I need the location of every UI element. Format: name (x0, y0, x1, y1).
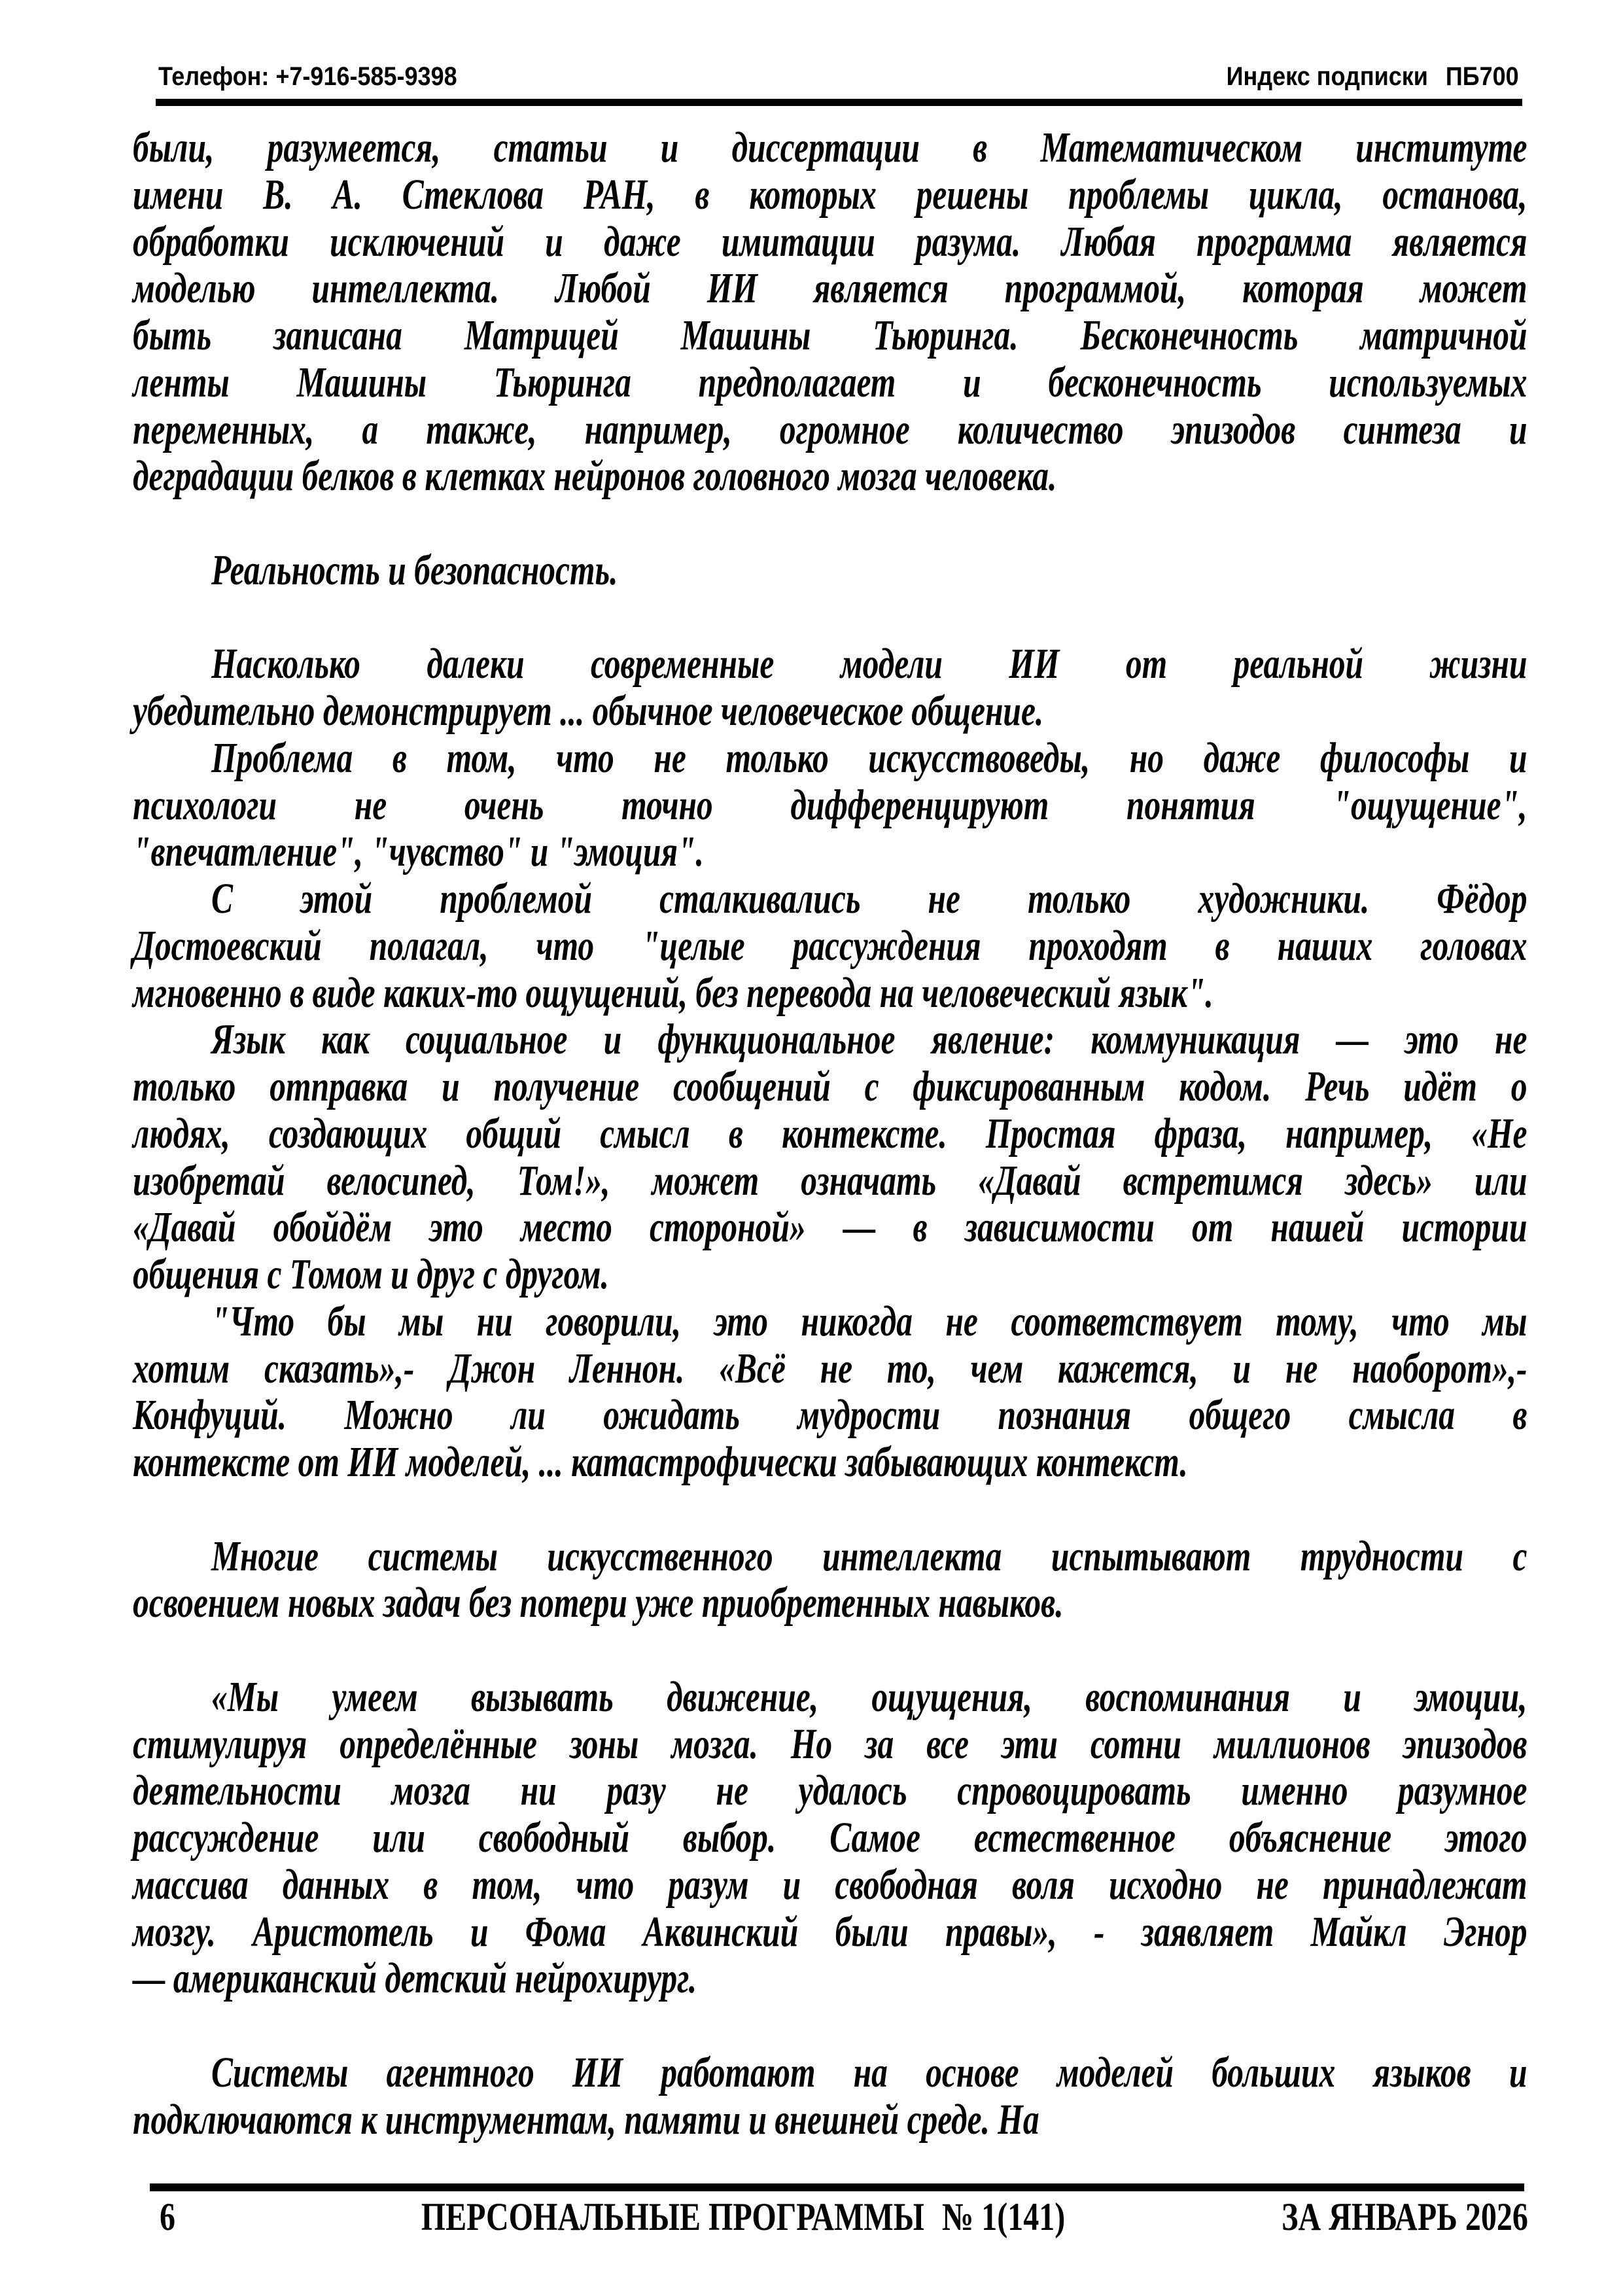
header-subscription (1227, 62, 1519, 92)
body-text (133, 124, 1527, 2143)
text-line: хотим сказать»,- Джон Леннон. «Всё не то, чем кажется, и не наоборот»,- (133, 1344, 1527, 1392)
text-line: Многие системы искусственного интеллекта испытывают трудности с (211, 1532, 1527, 1580)
issue-date: ЗА ЯНВАРЬ 2026 (1282, 2195, 1528, 2238)
header-rule (156, 99, 1522, 106)
text-line: психологи не очень точно дифференцируют понятия "ощущение", (133, 781, 1527, 829)
text-line: Системы агентного ИИ работают на основе моделей больших языков и (211, 2048, 1527, 2096)
text-gap (133, 500, 1527, 547)
issue-number: № 1(141) (942, 2195, 1066, 2238)
text-line: Проблема в том, что не только искусствоведы, но даже философы и (211, 733, 1527, 782)
text-line: подключаются к инструментам, памяти и внешней среде. На (133, 2095, 1039, 2144)
text-line: мгновенно в виде каких-то ощущений, без перевода на человеческий язык". (133, 968, 1213, 1017)
text-line: общения с Томом и друг с другом. (133, 1250, 609, 1298)
text-line: Достоевский полагал, что "целые рассуждения проходят в наших головах (133, 921, 1527, 970)
text-gap (133, 2002, 1527, 2049)
text-line: "Что бы мы ни говорили, это никогда не соответствует тому, что мы (211, 1297, 1527, 1345)
text-line: были, разумеется, статьи и диссертации в Математическом институте (133, 124, 1527, 171)
text-line: «Мы умеем вызывать движение, ощущения, воспоминания и эмоции, (211, 1672, 1527, 1721)
text-gap (133, 1627, 1527, 1674)
text-line: Конфуций. Можно ли ожидать мудрости познания общего смысла в (133, 1391, 1527, 1439)
text-line: мозгу. Аристотель и Фома Аквинский были правы», - заявляет Майкл Эгнор (133, 1907, 1527, 1956)
subscription-index-code: ПБ700 (1446, 62, 1519, 91)
section-heading: Реальность и безопасность. (211, 546, 618, 594)
header-phone: Телефон: +7-916-585-9398 (158, 62, 457, 91)
text-line: рассуждение или свободный выбор. Самое естественное объяснение этого (133, 1814, 1527, 1862)
footer-journal (421, 2196, 1066, 2238)
text-line: Язык как социальное и функциональное явление: коммуникация — это не (211, 1016, 1527, 1064)
text-line: "впечатление", "чувство" и "эмоция". (133, 828, 704, 876)
text-line: освоением новых задач без потери уже приобретенных навыков. (133, 1579, 1064, 1627)
text-line: деградации белков в клетках нейронов головного мозга человека. (133, 452, 1057, 501)
text-line: стимулируя определённые зоны мозга. Но за все эти сотни миллионов эпизодов (133, 1720, 1527, 1768)
text-line: массива данных в том, что разум и свободная воля исходно не принадлежат (133, 1860, 1527, 1909)
text-line: контексте от ИИ моделей, ... катастрофически забывающих контекст. (133, 1438, 1188, 1486)
text-line: деятельности мозга ни разу не удалось спровоцировать именно разумное (133, 1767, 1527, 1815)
text-line: быть записана Матрицей Машины Тьюринга. Бесконечность матричной (133, 311, 1527, 359)
text-gap (133, 594, 1527, 641)
text-line: «Давай обойдём это место стороной» — в зависимости от нашей истории (133, 1203, 1527, 1252)
text-line: моделью интеллекта. Любой ИИ является программой, которая может (133, 264, 1527, 313)
text-line: убедительно демонстрирует ... обычное человеческое общение. (133, 687, 1044, 735)
text-line: ленты Машины Тьюринга предполагает и бесконечность используемых (133, 358, 1527, 406)
text-gap (133, 1486, 1527, 1533)
footer-rule (150, 2183, 1524, 2191)
text-line: имени В. А. Стеклова РАН, в которых решены проблемы цикла, останова, (133, 170, 1527, 219)
text-line: обработки исключений и даже имитации разума. Любая программа является (133, 217, 1527, 266)
text-line: Насколько далеки современные модели ИИ от реальной жизни (211, 640, 1527, 688)
page-number: 6 (160, 2195, 175, 2238)
text-line: людях, создающих общий смысл в контексте. Простая фраза, например, «Не (133, 1109, 1527, 1157)
journal-title: ПЕРСОНАЛЬНЫЕ ПРОГРАММЫ (421, 2195, 924, 2238)
text-line: только отправка и получение сообщений с фиксированным кодом. Речь идёт о (133, 1063, 1527, 1110)
subscription-index-label: Индекс подписки (1226, 62, 1429, 91)
text-line: — американский детский нейрохирург. (133, 1954, 697, 2003)
text-line: изобретай велосипед, Том!», может означать «Давай встретимся здесь» или (133, 1156, 1527, 1205)
text-line: переменных, а также, например, огромное количество эпизодов синтеза и (133, 405, 1527, 453)
text-line: С этой проблемой сталкивались не только художники. Фёдор (211, 875, 1527, 923)
